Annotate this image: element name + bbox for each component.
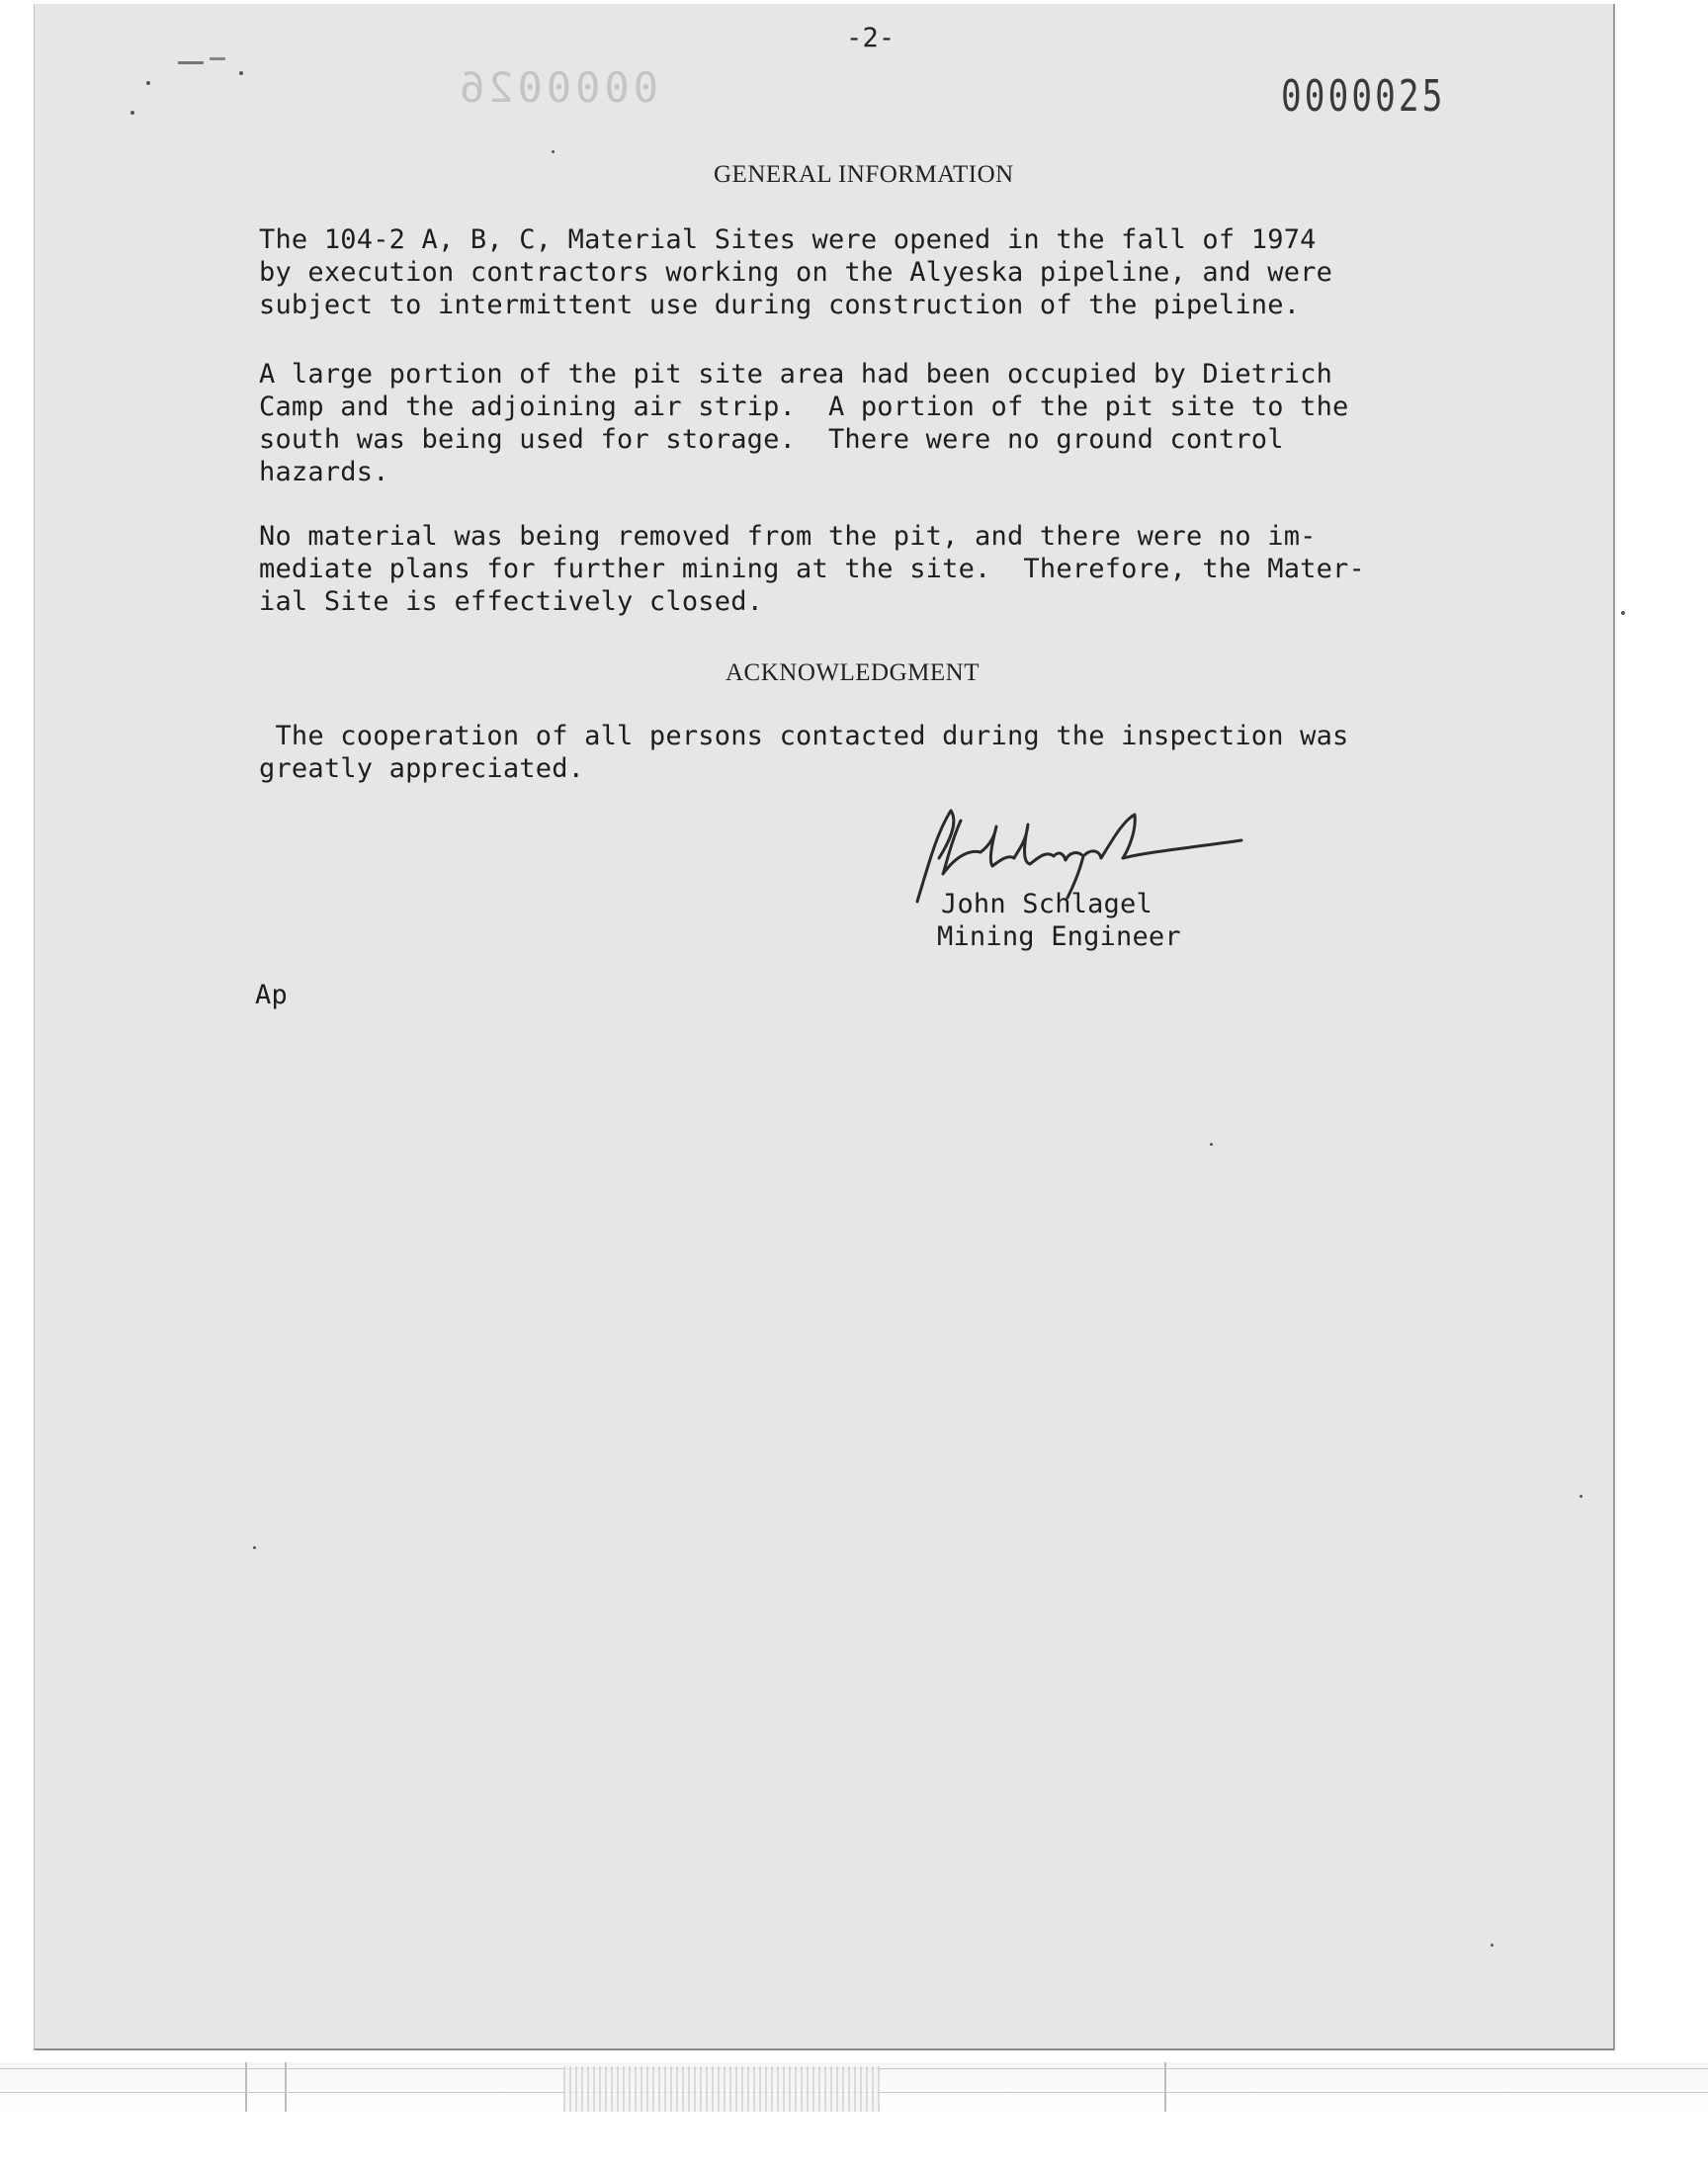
paragraph-2-line-3: south was being used for storage. There were no ground control xyxy=(259,424,1284,455)
document-number: 0000025 xyxy=(1281,71,1446,122)
scan-edge-tick xyxy=(245,2062,247,2112)
paragraph-2-line-2: Camp and the adjoining air strip. A portion of the pit site to the xyxy=(259,392,1349,422)
scan-speck xyxy=(1621,611,1625,615)
scan-speck xyxy=(210,57,225,60)
paragraph-3-line-1: No material was being removed from the pit, and there were no im- xyxy=(259,521,1317,552)
scan-edge-tick xyxy=(285,2062,287,2112)
scan-speck xyxy=(1491,1944,1494,1947)
typist-initials: Ap xyxy=(255,980,288,1010)
scan-speck xyxy=(552,150,555,153)
scan-speck xyxy=(1580,1495,1582,1498)
scan-speck xyxy=(239,71,243,75)
paragraph-2-line-4: hazards. xyxy=(259,457,389,487)
scan-barcode-artifact xyxy=(563,2066,880,2112)
acknowledgment-line-2: greatly appreciated. xyxy=(259,753,585,784)
paragraph-1-line-2: by execution contractors working on the Alyeska pipeline, and were xyxy=(259,257,1333,288)
scan-speck xyxy=(130,111,134,115)
scan-speck xyxy=(1210,1143,1213,1146)
bleed-through-number: 0000026 xyxy=(455,63,658,112)
paragraph-2-line-1: A large portion of the pit site area had been occupied by Dietrich xyxy=(259,359,1333,390)
general-information-heading: GENERAL INFORMATION xyxy=(714,161,1014,188)
scan-speck xyxy=(253,1546,256,1549)
signer-name: John Schlagel xyxy=(941,889,1153,919)
acknowledgment-heading: ACKNOWLEDGMENT xyxy=(726,659,980,686)
scan-speck xyxy=(178,61,204,64)
paragraph-3-line-2: mediate plans for further mining at the site. Therefore, the Mater- xyxy=(259,554,1365,584)
signer-title: Mining Engineer xyxy=(937,921,1181,952)
page-number: -2- xyxy=(846,23,896,53)
paragraph-1-line-1: The 104-2 A, B, C, Material Sites were opened in the fall of 1974 xyxy=(259,224,1317,255)
paragraph-1-line-3: subject to intermittent use during construction of the pipeline. xyxy=(259,290,1301,320)
scan-speck xyxy=(146,81,150,85)
paragraph-3-line-3: ial Site is effectively closed. xyxy=(259,586,764,617)
scan-edge-tick xyxy=(1164,2062,1166,2112)
acknowledgment-line-1: The cooperation of all persons contacted during the inspection was xyxy=(259,721,1349,751)
